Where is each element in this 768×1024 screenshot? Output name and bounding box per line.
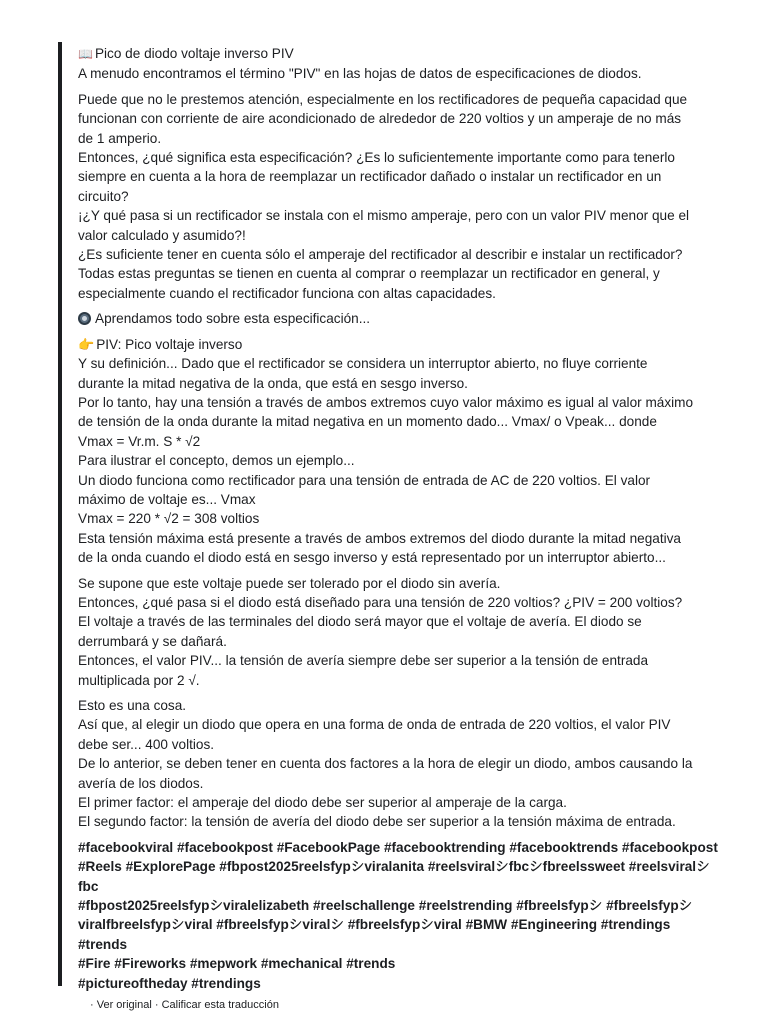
post-line: de tensión de la onda durante la mitad negativa en un momento dado... Vmax/ o Vpeak... donde bbox=[78, 414, 657, 430]
gear-icon bbox=[78, 312, 91, 325]
post-line: avería de los diodos. bbox=[78, 775, 204, 791]
post-line: multiplicada por 2 √. bbox=[78, 672, 200, 688]
post-line: Para ilustrar el concepto, demos un ejemplo... bbox=[78, 453, 355, 469]
hashtag-line[interactable]: #fbpost2025reelsfypシviralelizabeth #reelschallenge #reelstrending #fbreelsfypシ #fbreelsfypシ bbox=[78, 898, 693, 914]
translation-actions bbox=[90, 997, 718, 1013]
rate-translation-link[interactable]: Calificar esta traducción bbox=[161, 999, 279, 1012]
post-line: derrumbará y se dañará. bbox=[78, 633, 227, 649]
paragraph-tolerance bbox=[78, 574, 718, 690]
post-title: Pico de diodo voltaje inverso PIV bbox=[94, 46, 294, 61]
see-original-link[interactable]: Ver original bbox=[96, 999, 152, 1012]
post-line: debe ser... 400 voltios. bbox=[78, 736, 215, 752]
hashtag-line[interactable]: #Fire #Fireworks #mepwork #mechanical #trends bbox=[78, 956, 396, 972]
post-line: ¡¿Y qué pasa si un rectificador se instala con el mismo amperaje, pero con un valor PIV menor que el bbox=[78, 208, 690, 224]
paragraph-piv bbox=[78, 335, 718, 568]
paragraph-learn bbox=[78, 309, 718, 328]
hashtag-line[interactable]: viralfbreelsfypシviral #fbreelsfypシviralシ #fbreelsfypシviral #BMW #Engineering #trendings #trends bbox=[78, 917, 671, 952]
post-line: durante la mitad negativa de la onda, que está en sesgo inverso. bbox=[78, 375, 468, 391]
post-line: Por lo tanto, hay una tensión a través de ambos extremos cuyo valor máximo es igual al valor máximo bbox=[78, 394, 694, 410]
paragraph-intro bbox=[78, 90, 718, 303]
hashtag-line[interactable]: #Reels #ExplorePage #fbpost2025reelsfypシviralanita #reelsviralシfbcシfbreelssweet #reelsviralシfbc bbox=[78, 859, 710, 894]
book-icon: 📖 bbox=[78, 47, 93, 61]
post-line: Un diodo funciona como rectificador para una tensión de entrada de AC de 220 voltios. El valor bbox=[78, 472, 651, 488]
hashtags-block bbox=[78, 838, 718, 993]
post-line: máximo de voltaje es... Vmax bbox=[78, 491, 256, 507]
post-line: Esto es una cosa. bbox=[78, 698, 187, 713]
post-line: Esta tensión máxima está presente a través de ambos extremos del diodo durante la mitad negativa bbox=[78, 530, 681, 546]
post-line: Entonces, ¿qué significa esta especificación? ¿Es lo suficientemente importante como para tenerlo bbox=[78, 150, 675, 166]
post-line: El voltaje a través de las terminales del diodo será mayor que el voltaje de avería. El diodo se bbox=[78, 614, 642, 630]
post-line: A menudo encontramos el término "PIV" en las hojas de datos de especificaciones de diodos. bbox=[78, 66, 642, 82]
separator-dot: · bbox=[90, 999, 94, 1012]
post-line: Se supone que este voltaje puede ser tolerado por el diodo sin avería. bbox=[78, 575, 501, 591]
post-line: valor calculado y asumido?! bbox=[78, 227, 246, 243]
post-line: Puede que no le prestemos atención, especialmente en los rectificadores de pequeña capacidad que bbox=[78, 91, 688, 107]
separator-dot: · bbox=[154, 999, 159, 1012]
post-line: Vmax = Vr.m. S * √2 bbox=[78, 433, 201, 449]
post-line: Así que, al elegir un diodo que opera en una forma de onda de entrada de 220 voltios, el valor PIV bbox=[78, 717, 671, 733]
piv-heading: PIV: Pico voltaje inverso bbox=[96, 336, 243, 352]
hashtag-line[interactable]: #facebookviral #facebookpost #FacebookPage #facebooktrending #facebooktrends #facebookpost bbox=[78, 839, 718, 855]
learn-line: Aprendamos todo sobre esta especificación... bbox=[95, 311, 371, 327]
thread-bar bbox=[58, 42, 62, 986]
pointing-hand-icon: 👉 bbox=[78, 336, 95, 352]
post-line: El segundo factor: la tensión de avería del diodo debe ser superior a la tensión máxima de entrada. bbox=[78, 814, 676, 830]
post-line: Entonces, ¿qué pasa si el diodo está diseñado para una tensión de 220 voltios? ¿PIV = 200 voltios? bbox=[78, 594, 683, 610]
post-line: Todas estas preguntas se tienen en cuenta al comprar o reemplazar un rectificador en general, y bbox=[78, 266, 660, 282]
post-line: circuito? bbox=[78, 188, 129, 204]
post-body bbox=[78, 44, 718, 1013]
post-line: funcionan con corriente de aire acondicionado de alrededor de 220 voltios y un amperaje de no más bbox=[78, 111, 682, 127]
post-title-block bbox=[78, 44, 718, 84]
post-line: Entonces, el valor PIV... la tensión de avería siempre debe ser superior a la tensión de entrada bbox=[78, 653, 649, 669]
hashtag-line[interactable]: #pictureoftheday #trendings bbox=[78, 975, 261, 991]
paragraph-factors bbox=[78, 696, 718, 832]
post-line: de la onda cuando el diodo está en sesgo inverso y está representado por un interruptor abierto... bbox=[78, 550, 666, 566]
post-line: El primer factor: el amperaje del diodo debe ser superior al amperaje de la carga. bbox=[78, 795, 567, 811]
post-line: de 1 amperio. bbox=[78, 130, 162, 146]
post-line: De lo anterior, se deben tener en cuenta dos factores a la hora de elegir un diodo, ambos causando la bbox=[78, 756, 693, 772]
post-line: ¿Es suficiente tener en cuenta sólo el amperaje del rectificador al describir e instalar un rectificador? bbox=[78, 247, 683, 263]
post-line: Y su definición... Dado que el rectificador se considera un interruptor abierto, no fluye corriente bbox=[78, 356, 648, 372]
post-line: especialmente cuando el rectificador funciona con altas capacidades. bbox=[78, 285, 496, 301]
post-line: siempre en cuenta a la hora de reemplazar un rectificador dañado o instalar un rectificador en un bbox=[78, 169, 662, 185]
post-line: Vmax = 220 * √2 = 308 voltios bbox=[78, 511, 260, 527]
